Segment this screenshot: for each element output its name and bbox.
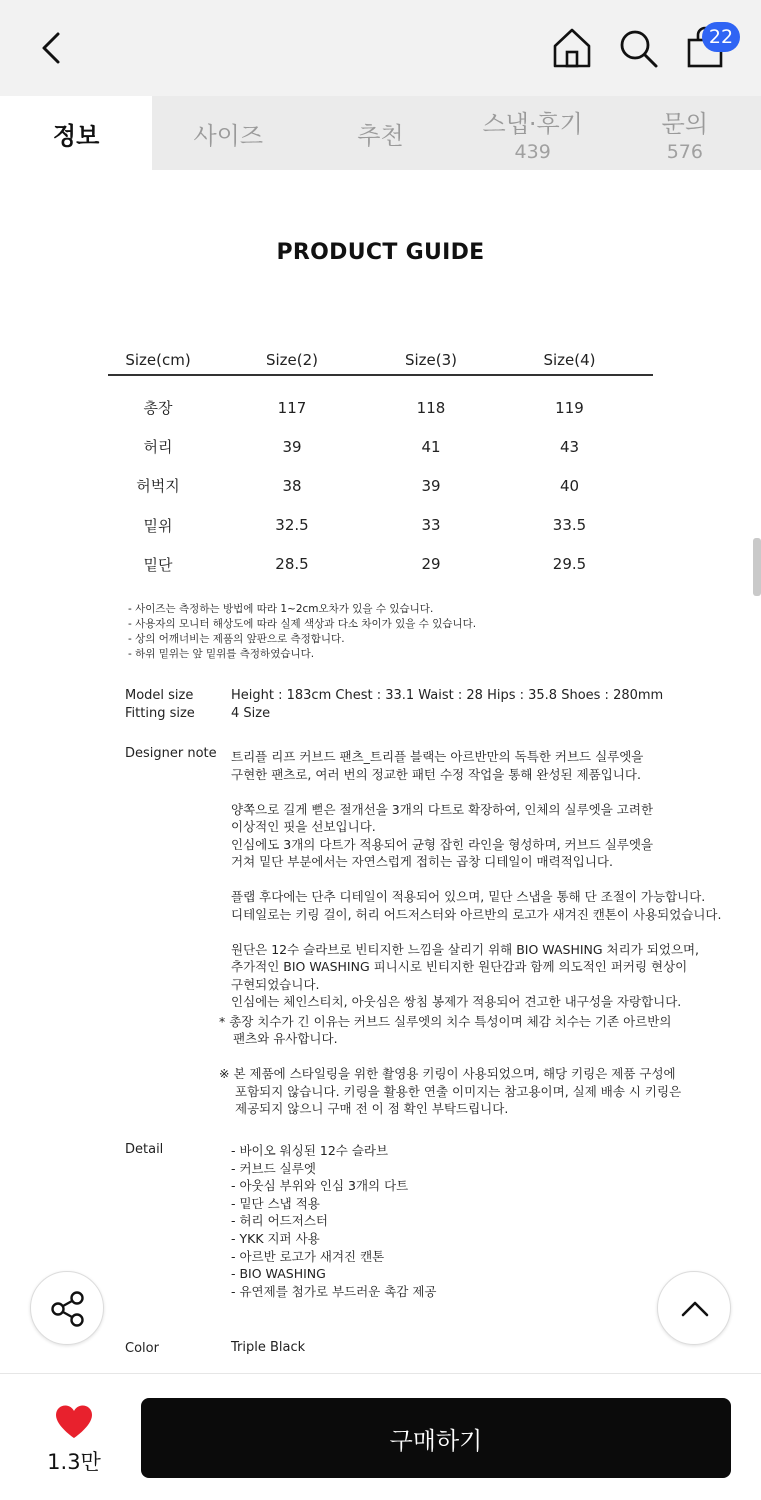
row-label: 허리 [143,438,173,457]
list-item: - 유연제를 첨가로 부드러운 촉감 제공 [231,1283,437,1299]
top-navigation-bar [0,0,761,96]
text-line: 이상적인 핏을 선보입니다. [231,819,376,834]
row-label: 밑단 [143,555,173,574]
buy-button[interactable]: 구매하기 [141,1398,731,1478]
text-line: * 총장 치수가 긴 이유는 커브드 실루엣의 치수 특성이며 체감 치수는 기존 아르반의 [219,1013,672,1029]
table-cell: 43 [559,437,580,456]
list-item: - 허리 어드저스터 [231,1213,328,1229]
text-line: 디테일로는 키링 걸이, 허리 어드저스터와 아르반의 로고가 새겨진 캔톤이 사용되었습니다. [231,906,722,922]
text-line: 구현되었습니다. [231,976,320,992]
text-line: 인심에도 3개의 다트가 적용되어 균형 잡힌 라인을 형성하며, 커브드 실루엣을 [231,836,654,852]
header-cell: Size(3) [404,351,458,369]
tab-label: 추천 [357,121,404,150]
designer-paragraph [231,748,731,783]
table-row [108,388,653,427]
text-line: 인심에는 체인스티치, 아웃심은 쌍침 봉제가 적용되어 견고한 내구성을 자랑합니다. [231,994,682,1009]
row-label: 총장 [143,399,173,418]
designer-note-text [219,748,731,1135]
table-row [108,506,653,545]
tab-size[interactable] [152,96,304,170]
text-line: 플랩 후다에는 단추 디테일이 적용되어 있으며, 밑단 스냅을 통해 단 조절이 가능합니다. [231,889,706,904]
text-line: 추가적인 BIO WASHING 피니시로 빈티지한 원단감과 함께 의도적인 퍼커링 현상이 [231,959,688,974]
home-icon[interactable] [550,24,594,72]
table-cell: 39 [421,476,441,495]
header-cell: Size(2) [265,351,319,369]
table-cell: 117 [277,398,307,417]
text-line: 양쪽으로 길게 뻗은 절개선을 3개의 다트로 확장하여, 인체의 실루엣을 고려한 [231,801,654,817]
tab-inquiry[interactable] [609,96,761,170]
list-item: - 바이오 워싱된 12수 슬라브 [231,1143,389,1158]
tab-info[interactable] [0,96,152,170]
text-line: 포함되지 않습니다. 키링을 활용한 연출 이미지는 참고용이며, 실제 배송 시 키링은 [235,1083,682,1099]
table-cell: 29 [421,555,441,574]
tab-label: 스냅·후기 [482,109,583,138]
tab-count: 576 [666,140,703,163]
product-guide-title: PRODUCT GUIDE [276,240,485,265]
list-item: - 아르반 로고가 새겨진 캔톤 [231,1248,385,1264]
share-icon [31,1272,105,1346]
cart-count-badge: 22 [702,22,740,52]
note-line: - 상의 어깨너비는 제품의 앞판으로 측정합니다. [128,633,345,645]
fitting-size-label: Fitting size [125,706,195,721]
product-tab-bar [0,96,761,170]
header-cell: Size(cm) [125,351,191,369]
chevron-up-icon [658,1272,732,1346]
designer-paragraph [231,941,731,1011]
size-table-header [108,346,653,376]
tab-recommend[interactable] [304,96,456,170]
tab-snap-review[interactable] [457,96,609,170]
row-label: 허벅지 [136,477,180,496]
table-row [108,427,653,466]
heart-icon[interactable] [54,1404,94,1440]
table-cell: 38 [282,476,302,495]
detail-list [231,1142,437,1300]
header-cell: Size(4) [543,351,596,369]
designer-paragraph [231,801,731,871]
model-size-label: Model size [125,688,194,703]
tab-label: 정보 [52,121,100,150]
note-line: - 사이즈는 측정하는 방법에 따라 1~2cm오차가 있을 수 있습니다. [128,603,434,615]
list-item: - 밑단 스냅 적용 [231,1195,320,1211]
text-line: 거쳐 밑단 부분에서는 자연스럽게 접히는 곱창 디테일이 매력적입니다. [231,854,613,869]
designer-paragraph [231,888,731,923]
list-item: - 커브드 실루엣 [231,1160,316,1176]
text-line: 구현한 팬츠로, 여러 번의 정교한 패턴 수정 작업을 통해 완성된 제품입니다. [231,766,641,782]
table-row [108,545,653,584]
text-line: 원단은 12수 슬라브로 빈티지한 느낌을 살리기 위해 BIO WASHING 처리가 되었으며, [231,941,700,957]
bottom-purchase-bar [0,1373,761,1500]
asterisk-note [219,1013,731,1048]
table-row [108,466,653,505]
tab-label: 문의 [661,109,709,138]
size-table [108,346,653,584]
tab-count: 439 [514,140,551,163]
like-count: 1.3만 [47,1450,101,1474]
list-item: - YKK 지퍼 사용 [231,1230,320,1246]
text-line: 제공되지 않으니 구매 전 이 점 확인 부탁드립니다. [235,1101,509,1116]
fitting-size-value: 4 Size [231,706,271,721]
size-notes [128,602,476,662]
table-cell: 33 [421,516,441,535]
note-line: - 하위 밑위는 앞 밑위를 측정하였습니다. [128,648,315,660]
table-cell: 32.5 [275,516,309,535]
detail-label: Detail [125,1142,164,1157]
color-value: Triple Black [231,1340,306,1355]
back-arrow-icon[interactable] [32,26,72,70]
text-line: ※ 본 제품에 스타일링을 위한 촬영용 키링이 사용되었으며, 해당 키링은 제품 구성에 [219,1066,676,1081]
note-line: - 사용자의 모니터 해상도에 따라 실제 색상과 다소 차이가 있을 수 있습니다. [128,618,477,630]
scroll-to-top-button[interactable] [657,1271,731,1345]
text-line: 팬츠와 유사합니다. [233,1031,338,1046]
table-cell: 28.5 [275,555,309,574]
table-cell: 29.5 [552,555,587,574]
color-label: Color [125,1341,159,1356]
scrollbar-thumb[interactable] [753,538,761,596]
designer-note-label: Designer note [125,746,217,761]
table-cell: 119 [555,398,584,417]
search-icon[interactable] [616,24,660,72]
table-cell: 39 [282,437,302,456]
keyring-notice [219,1065,731,1118]
tab-label: 사이즈 [193,121,264,150]
table-cell: 40 [559,476,580,495]
table-cell: 118 [416,398,446,417]
share-button[interactable] [30,1271,104,1345]
list-item: - 아웃심 부위와 인심 3개의 다트 [231,1178,409,1194]
table-cell: 33.5 [552,516,587,535]
list-item: - BIO WASHING [231,1266,326,1282]
row-label: 밑위 [143,516,173,535]
text-line: 트리플 리프 커브드 팬츠_트리플 블랙는 아르반만의 독특한 커브드 실루엣을 [231,749,644,764]
model-size-value: Height : 183cm Chest : 33.1 Waist : 28 Hips : 35.8 Shoes : 280mm [231,688,664,703]
table-cell: 41 [421,437,441,456]
